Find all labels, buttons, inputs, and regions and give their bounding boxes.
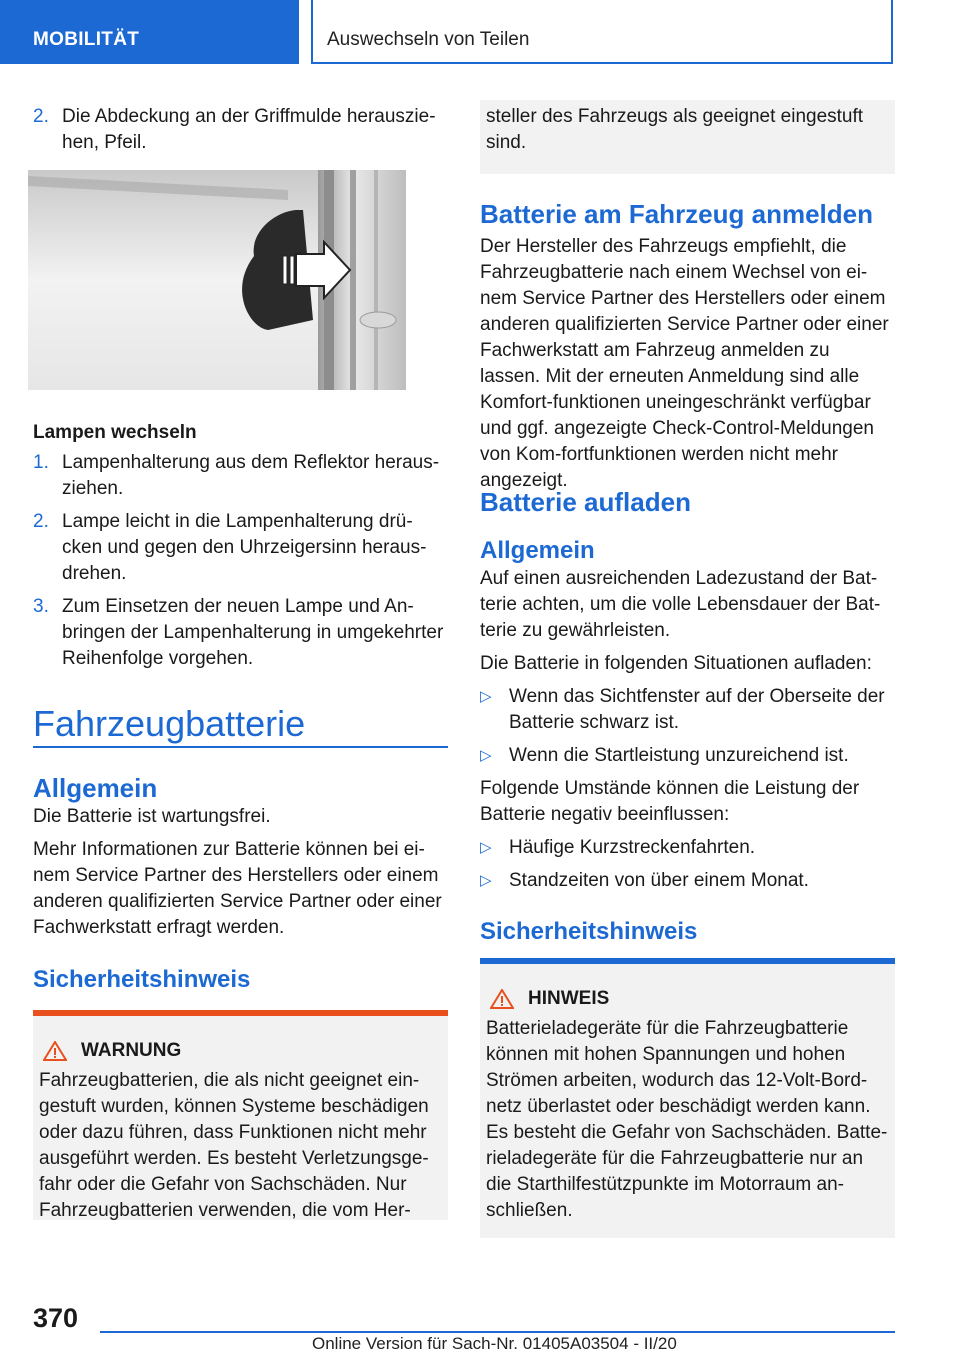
warning-header xyxy=(39,1038,442,1064)
bullet-item xyxy=(480,743,895,769)
lamps-section xyxy=(33,420,448,679)
header-chapter-label: Auswechseln von Teilen xyxy=(327,29,530,50)
triangle-bullet-icon: ▷ xyxy=(480,688,492,705)
general-heading: Allgemein xyxy=(33,773,158,803)
register-heading: Batterie am Fahrzeug anmelden xyxy=(480,199,873,229)
lamp-step-text: Lampe leicht in die Lampenhalterung drü-cken und gegen den Uhrzeigersinn heraus-drehen. xyxy=(62,511,427,584)
header-chapter-tab xyxy=(311,0,893,64)
warning-continued-text: steller des Fahrzeugs als geeignet eingestuft sind. xyxy=(486,106,864,153)
charge-paragraph: Die Batterie in folgenden Situationen aufladen: xyxy=(480,653,872,674)
step-number: 2. xyxy=(33,106,49,127)
title-underline xyxy=(33,746,448,748)
bullet-text: Standzeiten von über einem Monat. xyxy=(509,870,809,891)
lamp-step-number: 3. xyxy=(33,596,49,617)
triangle-bullet-icon: ▷ xyxy=(480,747,492,764)
charge-paragraph: Folgende Umstände können die Leistung der Batterie negativ beeinflussen: xyxy=(480,778,860,825)
warning-text: Fahrzeugbatterien, die als nicht geeignet ein-gestuft wurden, können Systeme beschädigen oder dazu führen, dass Funktionen nicht mehr ausgeführt werden. Es besteht Verletzungsge-fahr oder die Gefahr von Sachschäden. Nur Fahrzeugbatterien verwenden, die vom Her- xyxy=(39,1070,429,1221)
general-section xyxy=(33,772,448,948)
notice-label: HINWEIS xyxy=(528,988,610,1009)
lamp-step-text: Lampenhalterung aus dem Reflektor heraus-ziehen. xyxy=(62,452,440,499)
charge-paragraph: Auf einen ausreichenden Ladezustand der Bat-terie achten, um die volle Lebensdauer der Bat-terie zu gewährleisten. xyxy=(480,568,881,641)
register-paragraph: Der Hersteller des Fahrzeugs empfiehlt, die Fahrzeugbatterie nach einem Wechsel von ei-nem Service Partner des Herstellers oder einem anderen qualifizierten Service Partner oder einer Fachwerkstatt am Fahrzeug anmelden zu lassen. Mit der erneuten Anmeldung sind alle Komfort-funktionen uneingeschränkt verfügbar und ggf. angezeigte Check-Control-Meldungen von Kom-fortfunktionen werden nicht mehr angezeigt. xyxy=(480,236,889,491)
notice-triangle-icon xyxy=(490,989,514,1009)
charge-general-heading: Allgemein xyxy=(480,537,595,564)
triangle-bullet-icon: ▷ xyxy=(480,872,492,889)
triangle-bullet-icon: ▷ xyxy=(480,839,492,856)
left-column xyxy=(33,104,448,163)
general-paragraph: Die Batterie ist wartungsfrei. xyxy=(33,806,271,827)
header-section-tab xyxy=(0,0,299,64)
safety-heading: Sicherheitshinweis xyxy=(33,966,251,993)
bullet-text: Häufige Kurzstreckenfahrten. xyxy=(509,837,756,858)
warning-triangle-icon xyxy=(43,1041,67,1061)
header-section-label: MOBILITÄT xyxy=(33,29,140,50)
register-section xyxy=(480,198,895,501)
charge-section xyxy=(480,486,895,901)
footer-online-version: Online Version für Sach-Nr. 01405A03504 - II/20 xyxy=(312,1334,677,1353)
lamp-step-text: Zum Einsetzen der neuen Lampe und An-bringen der Lampenhalterung in umgekehrter Reihenfolge vorgehen. xyxy=(62,596,444,669)
lamp-step xyxy=(33,509,448,587)
step-text: Die Abdeckung an der Griffmulde herauszie-hen, Pfeil. xyxy=(62,106,436,153)
bullet-item xyxy=(480,684,895,736)
page-title: Fahrzeugbatterie xyxy=(33,703,306,744)
bullet-item xyxy=(480,835,895,861)
footer-divider xyxy=(100,1331,895,1333)
charge-heading: Batterie aufladen xyxy=(480,487,691,517)
warning-box-continued xyxy=(480,100,895,174)
general-paragraph: Mehr Informationen zur Batterie können bei ei-nem Service Partner des Herstellers oder einem anderen qualifizierten Service Partner oder einer Fachwerkstatt erfragt werden. xyxy=(33,839,442,938)
safety-heading-right: Sicherheitshinweis xyxy=(480,918,698,945)
warning-box xyxy=(33,1010,448,1220)
notice-box xyxy=(480,958,895,1238)
notice-text: Batterieladegeräte für die Fahrzeugbatterie können mit hohen Spannungen und hohen Strömen arbeiten, wodurch das 12-Volt-Bord-netz überlastet oder beschädigt werden kann. Es besteht die Gefahr von Sachschäden. Batte-rieladegeräte für die Fahrzeugbatterie nur an die Starthilfestützpunkte im Motorraum an-schließen. xyxy=(486,1018,888,1221)
lamps-heading: Lampen wechseln xyxy=(33,422,197,443)
notice-header xyxy=(486,986,889,1012)
lamp-step-number: 2. xyxy=(33,511,49,532)
handle-cover-illustration xyxy=(28,170,406,390)
lamp-step xyxy=(33,450,448,502)
lamp-step xyxy=(33,594,448,672)
bullet-text: Wenn die Startleistung unzureichend ist. xyxy=(509,745,849,766)
page-number: 370 xyxy=(33,1303,79,1333)
bullet-item xyxy=(480,868,895,894)
lamp-step-number: 1. xyxy=(33,452,49,473)
bullet-text: Wenn das Sichtfenster auf der Oberseite der Batterie schwarz ist. xyxy=(509,686,885,733)
battery-title-block xyxy=(33,704,448,748)
warning-label: WARNUNG xyxy=(81,1040,182,1061)
step-item xyxy=(33,104,448,156)
